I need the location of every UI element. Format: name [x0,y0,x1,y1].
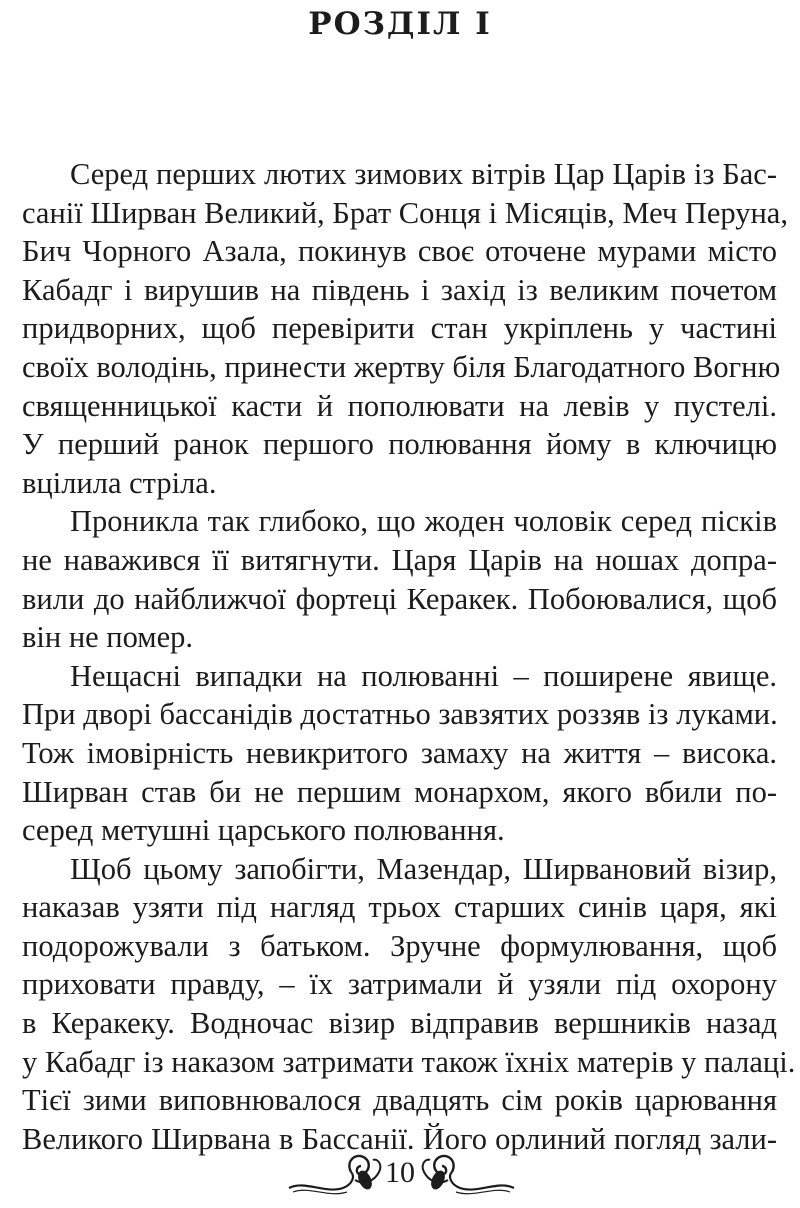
text-line: Бич Чорного Азала, покинув своє оточене мурами місто [22,234,777,269]
text-line: Проникла так глибоко, що жоден чоловік серед пісків [70,504,777,539]
text-line: Тож імовірність невикритого замаху на життя – висока. [22,735,777,770]
text-line: При дворі бассанідів достатньо завзятих роззяв із луками. [22,697,778,732]
text-line: санії Ширван Великий, Брат Сонця і Місяців, Меч Перуна, [22,195,788,230]
text-line: він не помер. [22,620,194,655]
text-line: подорожували з батьком. Зручне формулювання, щоб [22,928,777,963]
text-line: приховати правду, – їх затримали й узяли під охорону [22,967,777,1002]
text-line: в Керакеку. Водночас візир відправив вершників назад [22,1006,777,1041]
chapter-title: РОЗДІЛ І [308,6,492,42]
text-line: не наважився її витягнути. Царя Царів на ношах допра- [22,542,777,577]
text-line: Ширван став би не першим монархом, якого вбили по- [22,774,777,809]
text-line: наказав узяти під нагляд трьох старших синів царя, які [22,890,777,925]
text-line: Щоб цьому запобігти, Мазендар, Ширвановий візир, [70,851,777,886]
text-line: Нещасні випадки на полюванні – поширене явище. [70,658,777,693]
text-line: серед метушні царського полювання. [22,813,505,848]
text-line: вцілила стріла. [22,465,217,500]
text-line: у Кабадг із наказом затримати також їхніх матерів у палаці. [22,1044,796,1079]
text-line: вили до найближчої фортеці Керакек. Побоювалися, щоб [22,581,777,616]
text-line: Кабадг і вирушив на південь і захід із великим почетом [22,272,777,307]
text-line: своїх володінь, принести жертву біля Благодатного Вогню [22,349,781,384]
text-line: Серед перших лютих зимових вітрів Цар Царів із Бас- [70,157,777,191]
text-line: Тієї зими виповнювалося двадцять сім років царювання [22,1083,777,1118]
text-line: У перший ранок першого полювання йому в ключицю [22,427,777,462]
ornament-right-icon [408,1150,518,1200]
body-text [22,155,796,1158]
text-line: Великого Ширвана в Бассанії. Його орлиний погляд зали- [22,1121,777,1156]
page-footer [0,1150,800,1200]
text-line: священницької касти й пополювати на левів у пустелі. [22,388,777,423]
page-number: 10 [385,1156,415,1189]
text-line: придворних, щоб перевірити стан укріплень у частині [22,311,777,346]
